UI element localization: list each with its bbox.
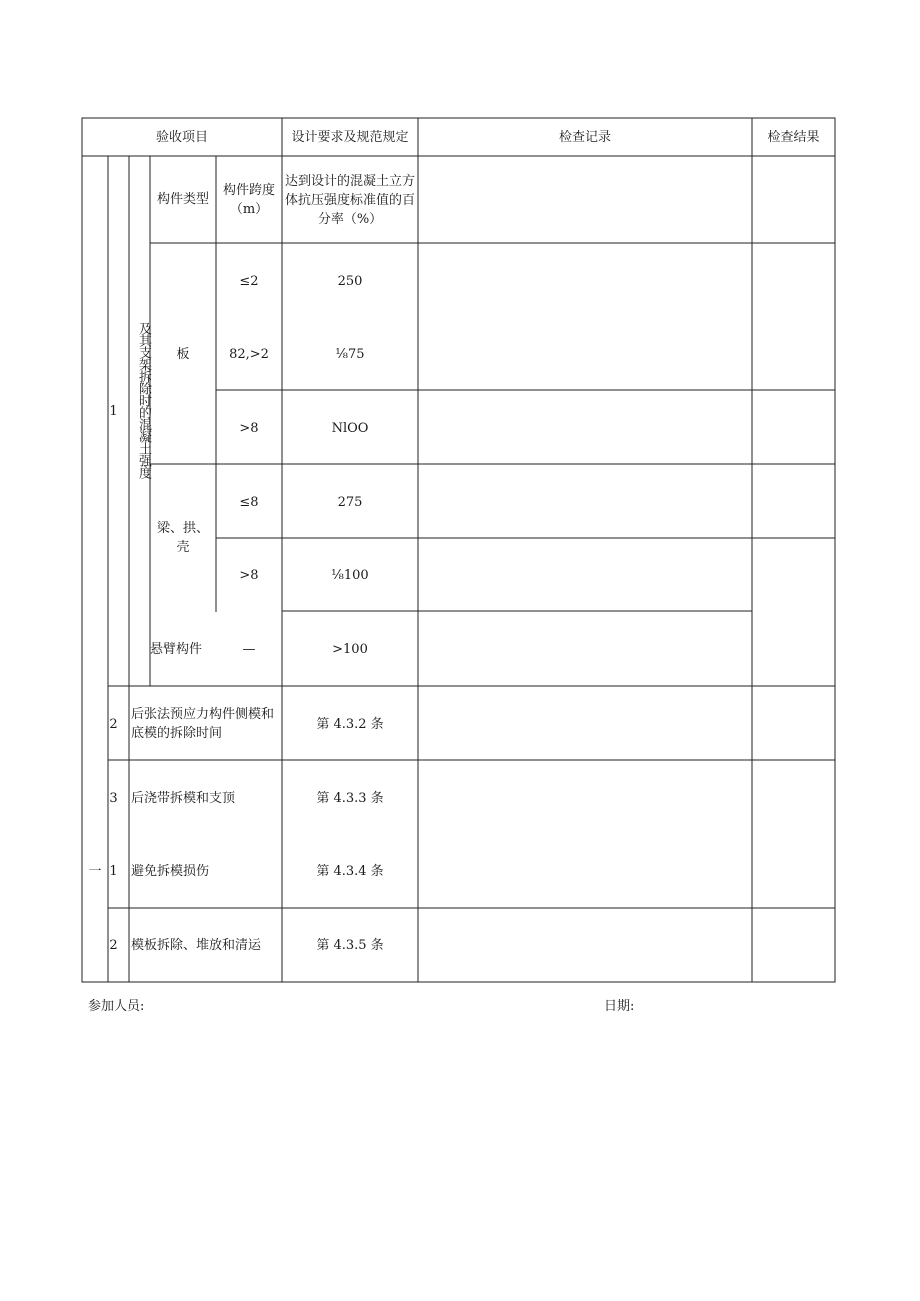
member-type-beam: 梁、拱、壳 (156, 521, 209, 555)
item-rule: 第 4.3.4 条 (316, 863, 384, 879)
category-mark: 一 (88, 863, 102, 879)
item-number: 2 (109, 937, 118, 953)
item-name: 后浇带拆模和支顶 (131, 790, 236, 806)
subheader-strength-pct: 达到设计的混凝土立方体抗压强度标准值的百分率（%） (284, 173, 415, 227)
span-value: ≤8 (239, 494, 259, 510)
member-type-slab: 板 (176, 346, 190, 362)
strength-value: ⅛75 (335, 346, 365, 362)
item-rule: 第 4.3.5 条 (316, 937, 384, 953)
span-value: >8 (239, 420, 259, 436)
date-label: 日期: (604, 999, 635, 1014)
item-name: 模板拆除、堆放和清运 (131, 937, 262, 953)
strength-value: >100 (332, 641, 368, 657)
item-number: 2 (109, 716, 118, 732)
span-value: — (242, 641, 256, 657)
strength-value: NlOO (331, 420, 369, 436)
item-rule: 第 4.3.3 条 (316, 790, 384, 806)
item-rule: 第 4.3.2 条 (316, 716, 384, 732)
span-value: 82,>2 (229, 346, 269, 362)
item-number: 1 (109, 863, 118, 879)
member-type-cantilever: 悬臂构件 (150, 641, 203, 657)
participants-label: 参加人员: (88, 999, 145, 1014)
item1-title: 及其支架拆除时的混凝土强度 (136, 322, 151, 478)
header-inspection-record: 检查记录 (558, 129, 611, 145)
strength-value: 275 (337, 494, 363, 510)
header-inspection-result: 检查结果 (767, 129, 820, 145)
item1-number: 1 (109, 403, 118, 419)
item-name: 后张法预应力构件侧模和底模的拆除时间 (131, 707, 275, 741)
subheader-span: 构件跨度（m） (222, 183, 275, 217)
subheader-member-type: 构件类型 (156, 192, 209, 207)
strength-value: ⅛100 (331, 567, 369, 583)
span-value: >8 (239, 567, 259, 583)
item-number: 3 (109, 790, 118, 806)
header-design-requirement: 设计要求及规范规定 (291, 129, 409, 145)
item-name: 避免拆模损伤 (131, 863, 210, 879)
strength-value: 250 (337, 273, 363, 289)
header-acceptance-item: 验收项目 (155, 129, 208, 145)
span-value: ≤2 (239, 273, 259, 289)
